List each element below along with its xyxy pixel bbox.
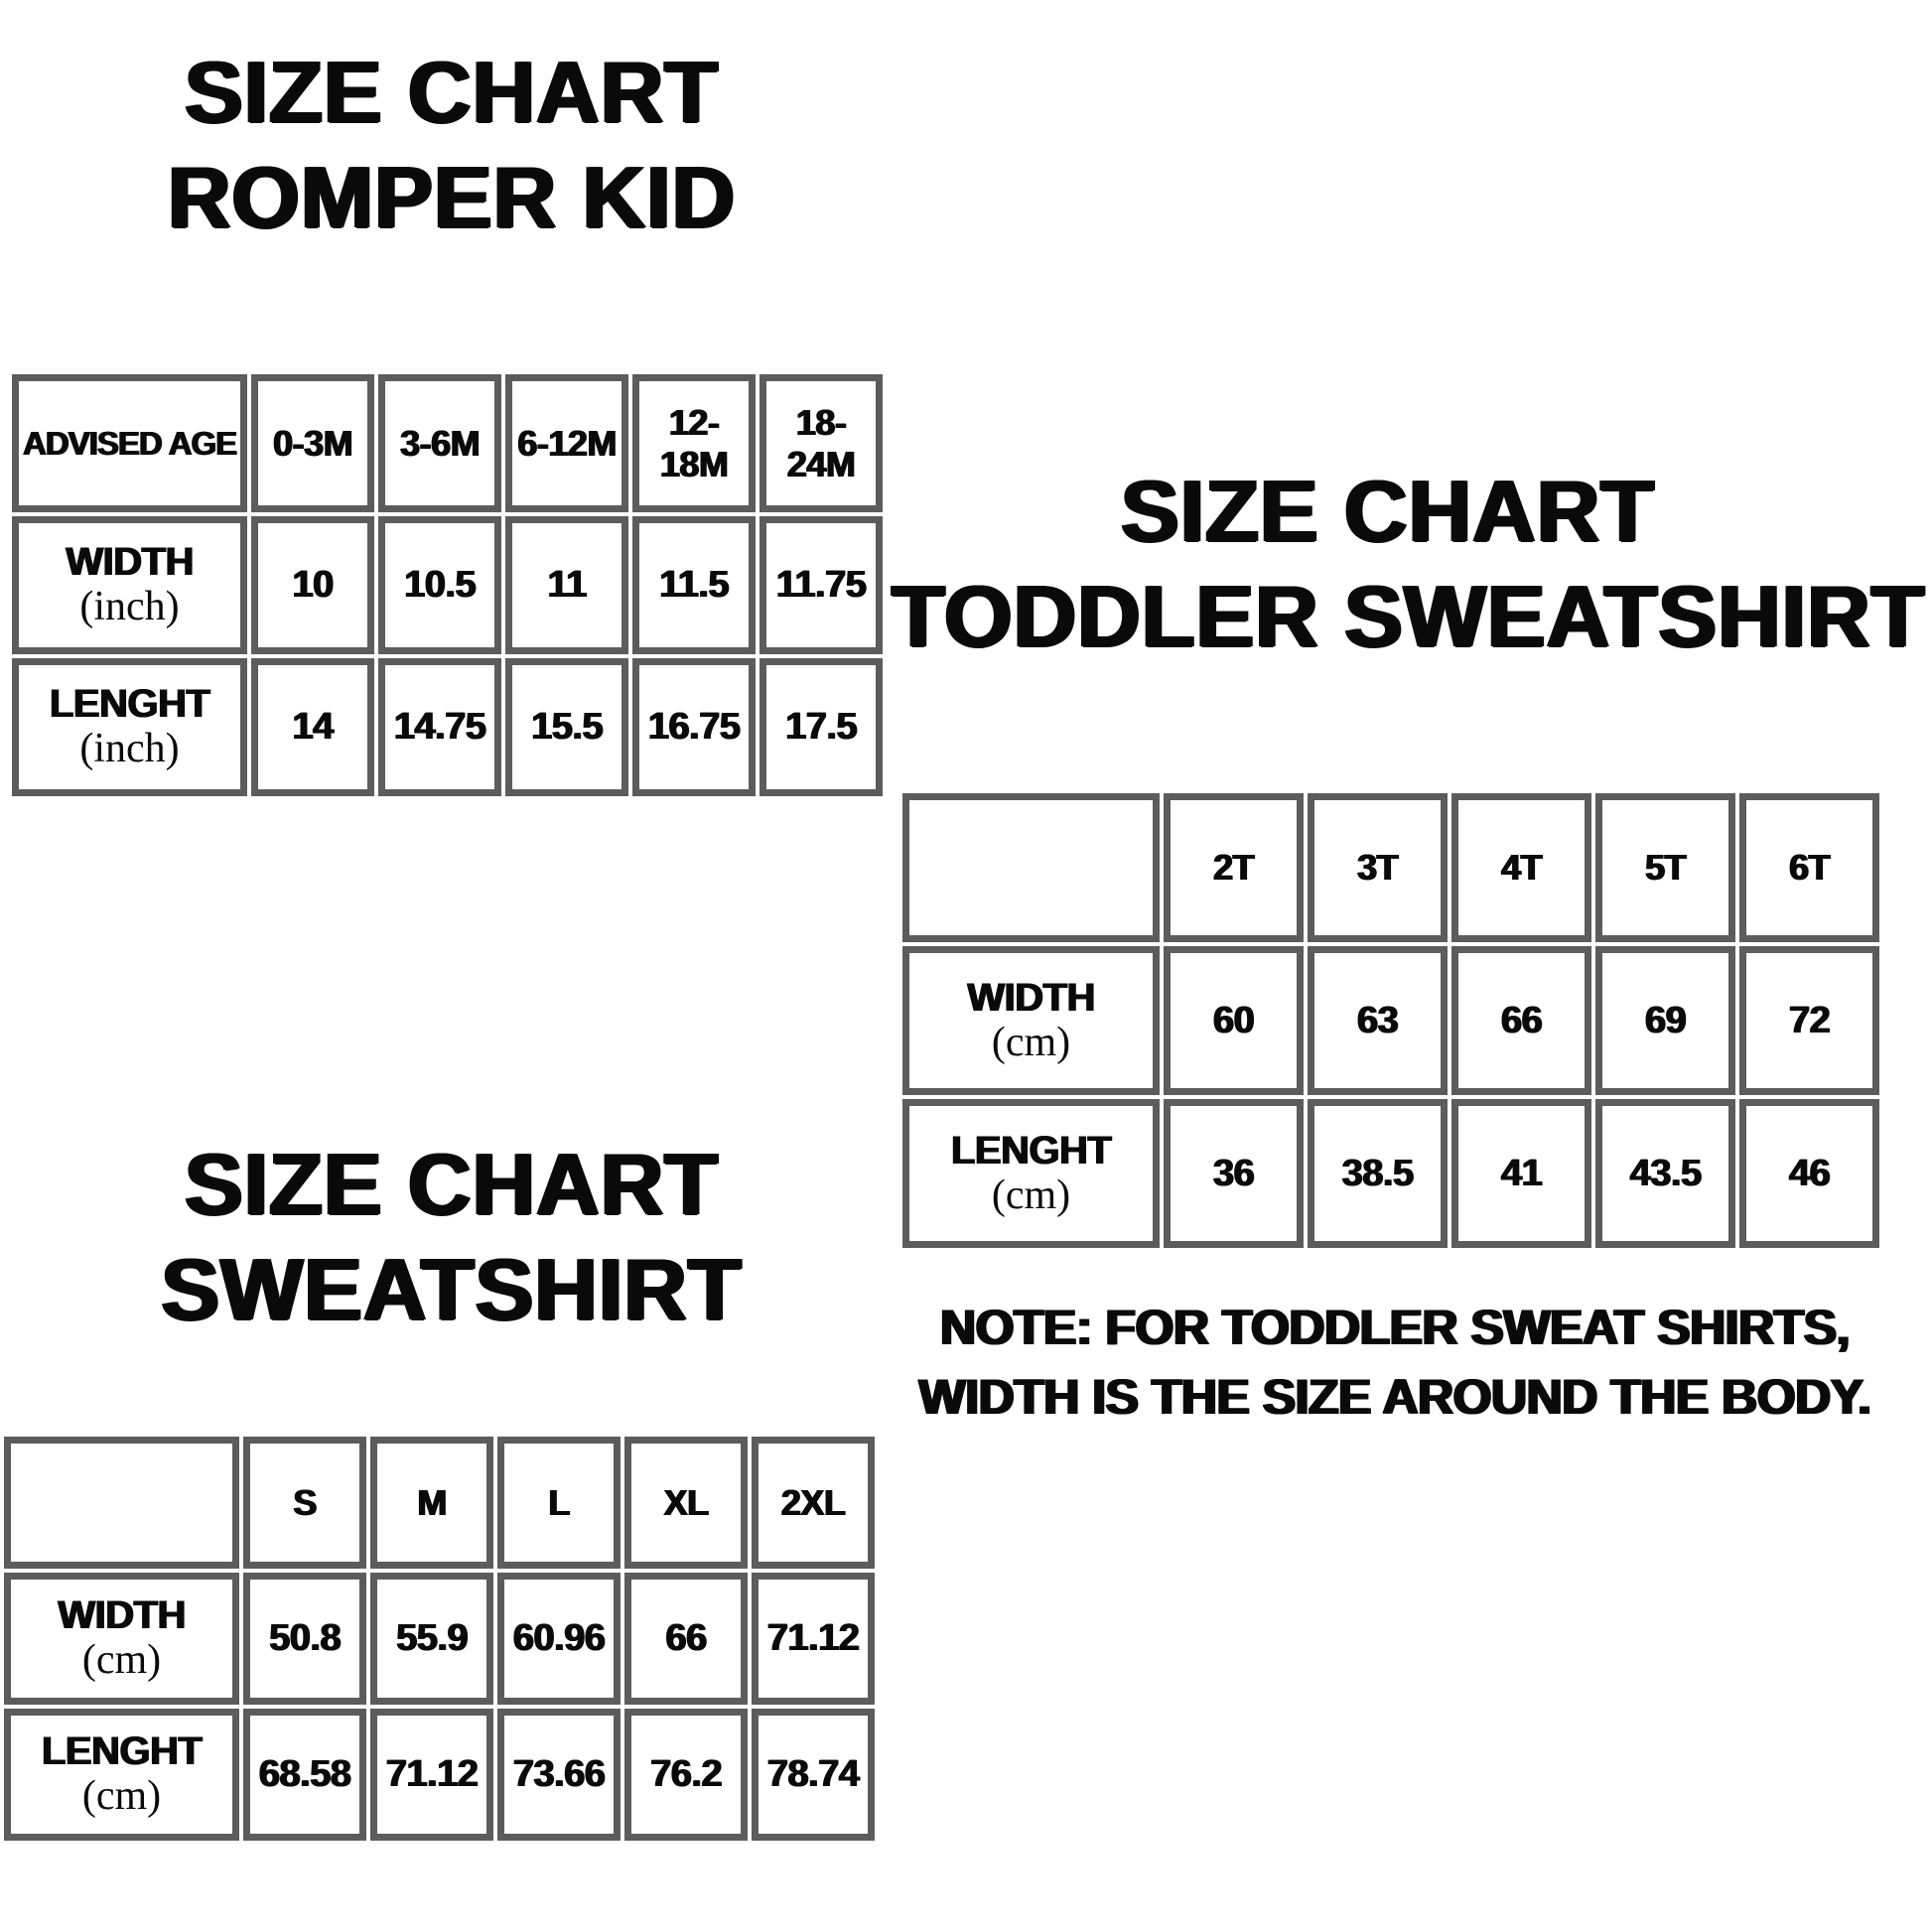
title-line: SWEATSHIRT	[161, 1240, 743, 1338]
value-cell: 78.74	[752, 1709, 875, 1841]
header-cell: XL	[624, 1437, 748, 1569]
value-cell: 43.5	[1595, 1099, 1735, 1248]
note-line: WIDTH IS THE SIZE AROUND THE BODY.	[918, 1369, 1871, 1425]
sweatshirt-table	[0, 1433, 879, 1845]
value-cell: 76.2	[624, 1709, 748, 1841]
value-cell: 36	[1164, 1099, 1304, 1248]
empty-corner-cell	[4, 1437, 239, 1569]
header-cell: 3-6M	[378, 374, 501, 512]
value-cell: 10	[251, 516, 374, 654]
toddler-note	[898, 1293, 1891, 1432]
value-cell: 16.75	[632, 658, 756, 796]
row-label-cell	[902, 946, 1160, 1095]
table-header-row	[4, 1437, 875, 1569]
toddler-sweatshirt-title	[892, 459, 1926, 669]
header-cell: 3T	[1308, 793, 1448, 942]
value-cell: 55.9	[370, 1573, 493, 1705]
value-cell: 63	[1308, 946, 1448, 1095]
romper-kid-title	[60, 40, 844, 250]
value-cell: 50.8	[243, 1573, 366, 1705]
title-line: TODDLER SWEATSHIRT	[892, 567, 1926, 665]
value-cell: 46	[1739, 1099, 1879, 1248]
table-header-row	[12, 374, 883, 512]
value-cell: 68.58	[243, 1709, 366, 1841]
header-cell: 4T	[1451, 793, 1591, 942]
header-cell: 12-18M	[632, 374, 756, 512]
header-cell: 2XL	[752, 1437, 875, 1569]
value-cell: 66	[1451, 946, 1591, 1095]
value-cell: 73.66	[497, 1709, 621, 1841]
row-label: WIDTH	[58, 1593, 186, 1638]
table-header-row	[902, 793, 1879, 942]
table-row-width	[4, 1573, 875, 1705]
title-line: SIZE CHART	[185, 43, 719, 141]
row-unit: (cm)	[81, 1637, 162, 1684]
value-cell: 71.12	[752, 1573, 875, 1705]
header-cell: 0-3M	[251, 374, 374, 512]
table-row-lenght	[4, 1709, 875, 1841]
sweatshirt-title	[60, 1132, 844, 1342]
table-row-width	[12, 516, 883, 654]
toddler-sweatshirt-table	[898, 789, 1883, 1252]
row-label: LENGHT	[950, 1128, 1112, 1173]
row-unit: (inch)	[79, 584, 180, 630]
row-unit: (cm)	[81, 1773, 162, 1820]
value-cell: 69	[1595, 946, 1735, 1095]
value-cell: 72	[1739, 946, 1879, 1095]
empty-corner-cell	[902, 793, 1160, 942]
row-label: LENGHT	[41, 1729, 203, 1774]
header-cell: M	[370, 1437, 493, 1569]
row-label-cell	[12, 658, 247, 796]
value-cell: 38.5	[1308, 1099, 1448, 1248]
title-line: ROMPER KID	[167, 148, 737, 246]
value-cell: 10.5	[378, 516, 501, 654]
title-line: SIZE CHART	[1121, 462, 1655, 560]
value-cell: 60.96	[497, 1573, 621, 1705]
header-cell: 5T	[1595, 793, 1735, 942]
header-cell: 2T	[1164, 793, 1304, 942]
table-row-lenght	[902, 1099, 1879, 1248]
value-cell: 71.12	[370, 1709, 493, 1841]
header-cell: S	[243, 1437, 366, 1569]
table-row-lenght	[12, 658, 883, 796]
row-label: LENGHT	[49, 682, 210, 727]
header-cell: 6T	[1739, 793, 1879, 942]
header-cell: L	[497, 1437, 621, 1569]
row-unit: (cm)	[991, 1019, 1071, 1065]
row-label-cell	[12, 516, 247, 654]
value-cell: 41	[1451, 1099, 1591, 1248]
header-cell-advised-age: ADVISED AGE	[12, 374, 247, 512]
romper-kid-table	[8, 370, 887, 800]
header-cell: 6-12M	[505, 374, 628, 512]
value-cell: 14.75	[378, 658, 501, 796]
table-row-width	[902, 946, 1879, 1095]
value-cell: 14	[251, 658, 374, 796]
value-cell: 11.75	[759, 516, 883, 654]
row-label-cell	[4, 1709, 239, 1841]
row-label: WIDTH	[967, 975, 1095, 1020]
value-cell: 15.5	[505, 658, 628, 796]
row-label-cell	[902, 1099, 1160, 1248]
value-cell: 66	[624, 1573, 748, 1705]
value-cell: 60	[1164, 946, 1304, 1095]
row-label: WIDTH	[66, 540, 194, 585]
row-label-cell	[4, 1573, 239, 1705]
note-line: NOTE: FOR TODDLER SWEAT SHIRTS,	[940, 1300, 1850, 1355]
value-cell: 17.5	[759, 658, 883, 796]
row-unit: (inch)	[79, 726, 180, 772]
value-cell: 11.5	[632, 516, 756, 654]
value-cell: 11	[505, 516, 628, 654]
header-cell: 18-24M	[759, 374, 883, 512]
title-line: SIZE CHART	[185, 1135, 719, 1233]
row-unit: (cm)	[991, 1172, 1071, 1218]
